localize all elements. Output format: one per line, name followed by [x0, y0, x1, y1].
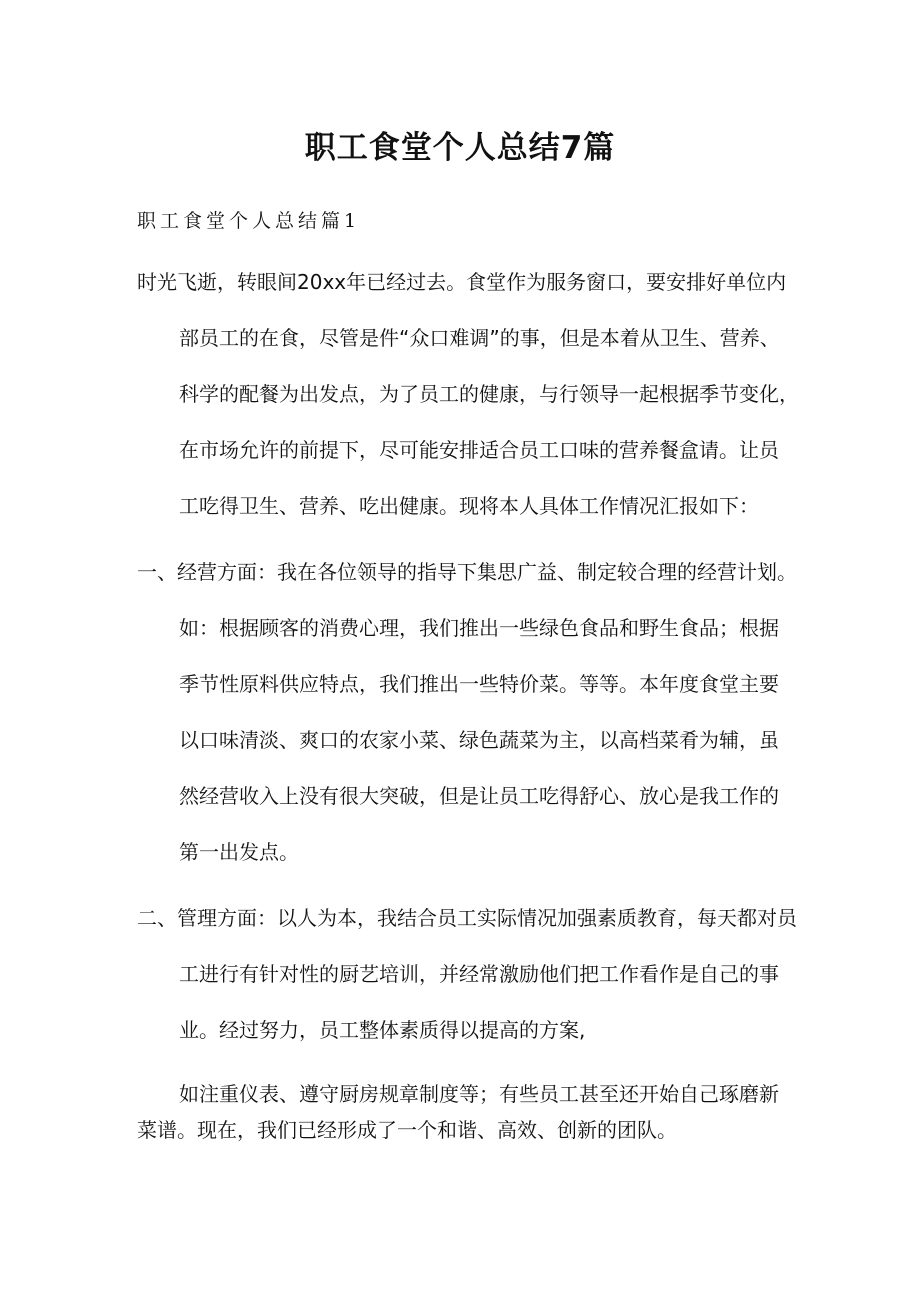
paragraph-line: 一、经营方面：我在各位领导的指导下集思广益、制定较合理的经营计划。: [137, 560, 797, 584]
paragraph-line: 然经营收入上没有很大突破，但是让员工吃得舒心、放心是我工作的: [179, 784, 779, 808]
paragraph-line: 第一出发点。: [179, 840, 299, 864]
paragraph-line: 二、管理方面：以人为本，我结合员工实际情况加强素质教育，每天都对员: [137, 906, 797, 930]
paragraph-line: 时光飞逝，转眼间20xx年已经过去。食堂作为服务窗口，要安排好单位内: [137, 270, 787, 294]
paragraph-line: 部员工的在食，尽管是件“众口难调”的事，但是本着从卫生、营养、: [179, 326, 780, 350]
paragraph-line: 如注重仪表、遵守厨房规章制度等；有些员工甚至还开始自己琢磨新: [179, 1082, 779, 1106]
paragraph-line: 季节性原料供应特点，我们推出一些特价菜。等等。本年度食堂主要: [179, 672, 779, 696]
paragraph-line: 在市场允许的前提下，尽可能安排适合员工口味的营养餐盒请。让员: [179, 438, 779, 462]
paragraph-line: 工进行有针对性的厨艺培训，并经常激励他们把工作看作是自己的事: [179, 962, 779, 986]
document-title: 职工食堂个人总结7篇: [304, 130, 616, 166]
paragraph-line: 业。经过努力，员工整体素质得以提高的方案,: [179, 1018, 586, 1042]
paragraph-line: 菜谱。现在，我们已经形成了一个和谐、高效、创新的团队。: [137, 1118, 677, 1142]
paragraph-line: 如：根据顾客的消费心理，我们推出一些绿色食品和野生食品；根据: [179, 616, 779, 640]
paragraph-line: 工吃得卫生、营养、吃出健康。现将本人具体工作情况汇报如下：: [179, 494, 759, 518]
paragraph-line: 科学的配餐为出发点，为了员工的健康，与行领导一起根据季节变化，: [179, 382, 799, 406]
paragraph-line: 以口味清淡、爽口的农家小菜、绿色蔬菜为主，以高档菜肴为辅，虽: [179, 728, 779, 752]
section-heading: 职工食堂个人总结篇1: [137, 210, 361, 232]
